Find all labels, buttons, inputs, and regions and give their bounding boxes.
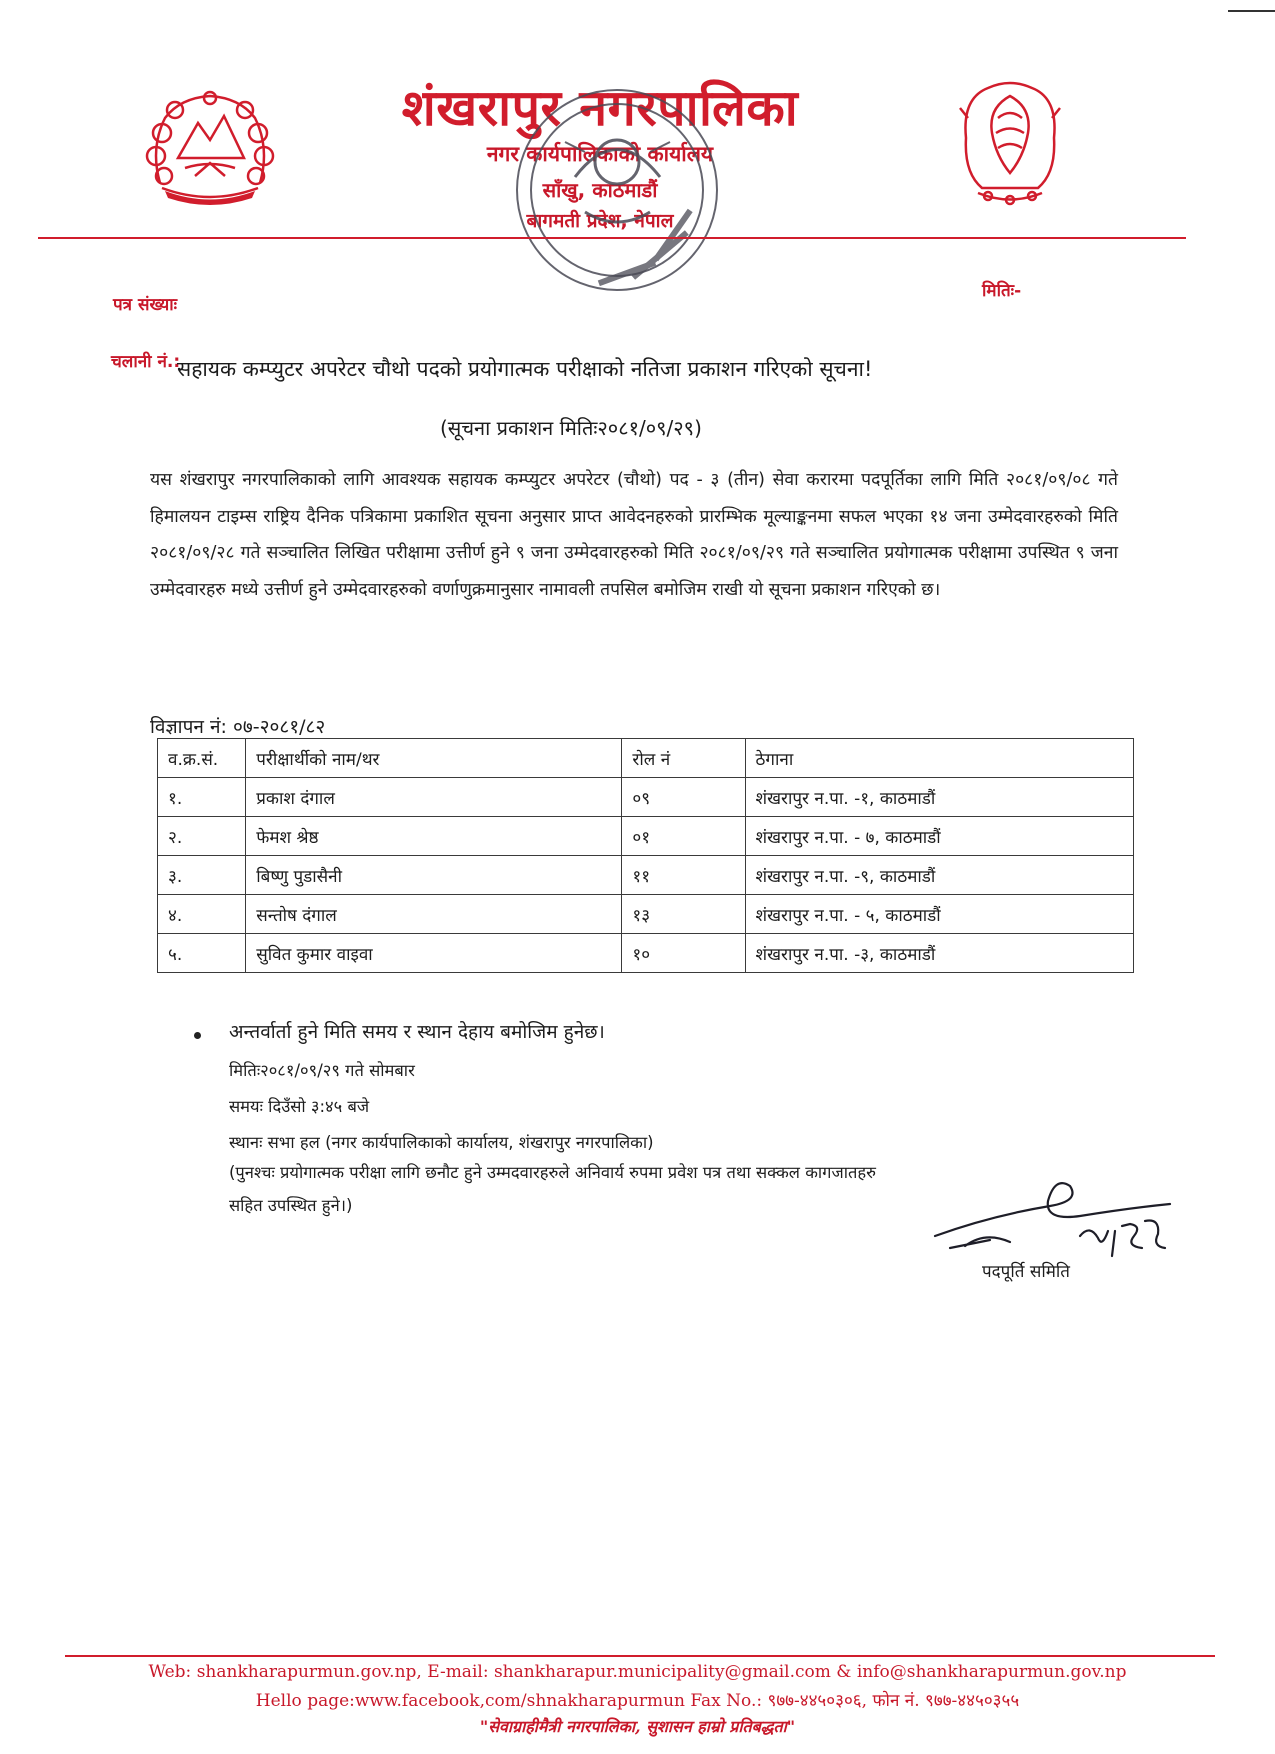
cell-name: सुवित कुमार वाइवा <box>246 934 622 973</box>
date-label: मितिः- <box>982 281 1022 301</box>
cell-serial: ५. <box>158 934 246 973</box>
cell-roll: १३ <box>622 895 745 934</box>
office-stamp <box>505 82 735 307</box>
municipality-name: शंखरापुर नगरपालिका <box>401 79 799 137</box>
results-table <box>157 738 1134 973</box>
footer-divider <box>65 1655 1215 1657</box>
cell-name: प्रकाश दंगाल <box>246 778 622 817</box>
advertisement-number: विज्ञापन नं: ०७-२०८१/८२ <box>150 716 326 738</box>
cell-address: शंखरापुर न.पा. -१, काठमाडौं <box>745 778 1133 817</box>
office-province: बागमती प्रदेश, नेपाल <box>526 210 674 232</box>
table-row <box>158 856 1134 895</box>
nepal-emblem-icon <box>140 88 280 208</box>
interview-note: (पुनश्चः प्रयोगात्मक परीक्षा लागि छनौट हुने उम्मदवारहरुले अनिवार्य रुपमा प्रवेश पत्र तथा सक्कल कागजातहरु <box>229 1163 877 1182</box>
footer-contact: Web: shankharapurmun.gov.np, E-mail: shankharapur.municipality@gmail.com & info@shankharapurmun.gov.np <box>148 1662 1127 1682</box>
cell-address: शंखरापुर न.पा. - ५, काठमाडौं <box>745 895 1133 934</box>
footer-motto: "सेवाग्राहीमैत्री नगरपालिका, सुशासन हाम्रो प्रतिबद्धता" <box>479 1717 796 1736</box>
header-name: परीक्षार्थीको नाम/थर <box>246 739 622 778</box>
table-row <box>158 895 1134 934</box>
header-roll: रोल नं <box>622 739 745 778</box>
dispatch-number-label: चलानी नं.: <box>111 352 181 372</box>
footer-social-fax: Hello page:www.facebook,com/shnakharapurmun Fax No.: ९७७-४४५०३०६, फोन नं. ९७७-४४५०३५५ <box>255 1691 1020 1711</box>
header-divider <box>38 237 1186 239</box>
table-header-row <box>158 739 1134 778</box>
interview-note-continued: सहित उपस्थित हुने।) <box>229 1196 353 1215</box>
cell-name: सन्तोष दंगाल <box>246 895 622 934</box>
office-name: नगर कार्यपालिकाको कार्यालय <box>486 142 714 166</box>
cell-address: शंखरापुर न.पा. - ७, काठमाडौं <box>745 817 1133 856</box>
scan-corner-mark <box>1228 10 1275 12</box>
cell-address: शंखरापुर न.पा. -३, काठमाडौं <box>745 934 1133 973</box>
cell-roll: ०१ <box>622 817 745 856</box>
office-location: साँखु, काठमाडौं <box>542 178 658 202</box>
interview-heading: अन्तर्वार्ता हुने मिति समय र स्थान देहाय बमोजिम हुनेछ। <box>229 1021 605 1043</box>
conch-logo-icon <box>958 78 1062 208</box>
cell-address: शंखरापुर न.पा. -९, काठमाडौं <box>745 856 1133 895</box>
reference-number-label: पत्र संख्याः <box>113 295 178 315</box>
notice-title: सहायक कम्प्युटर अपरेटर चौथो पदको प्रयोगात्मक परीक्षाको नतिजा प्रकाशन गरिएको सूचना! <box>177 357 873 381</box>
cell-serial: २. <box>158 817 246 856</box>
notice-publish-date: (सूचना प्रकाशन मितिः२०८१/०९/२९) <box>440 416 702 440</box>
interview-time: समयः दिउँसो ३:४५ बजे <box>229 1097 370 1116</box>
cell-roll: १० <box>622 934 745 973</box>
notice-body: यस शंखरापुर नगरपालिकाको लागि आवश्यक सहायक कम्प्युटर अपरेटर (चौथो) पद - ३ (तीन) सेवा करारमा पदपूर्तिका लागि मिति २०८१/०९/०८ गते हिमालयन टाइम्स राष्ट्रिय दैनिक पत्रिकामा प्रकाशित सूचना अनुसार प्राप्त आवेदनहरुको प्रारम्भिक मूल्याङ्कनमा सफल भएका १४ जना उम्मेदवारहरुको मिति २०८१/०९/२८ गते सञ्चालित लिखित परीक्षामा उत्तीर्ण हुने ९ जना उम्मेदवारहरुको मिति २०८१/०९/२९ गते सञ्चालित प्रयोगात्मक परीक्षामा उपस्थित ९ जना उम्मेदवारहरु मध्ये उत्तीर्ण हुने उम्मेदवारहरुको वर्णाणुक्रमानुसार नामावली तपसिल बमोजिम राखी यो सूचना प्रकाशन गरिएको छ। <box>150 470 1118 600</box>
handwritten-signature <box>930 1176 1180 1266</box>
cell-serial: १. <box>158 778 246 817</box>
cell-name: फेमश श्रेष्ठ <box>246 817 622 856</box>
bullet-icon <box>194 1032 201 1039</box>
interview-date: मितिः२०८१/०९/२९ गते सोमबार <box>229 1061 415 1080</box>
cell-serial: ४. <box>158 895 246 934</box>
committee-name: पदपूर्ति समिति <box>982 1262 1070 1282</box>
interview-place: स्थानः सभा हल (नगर कार्यपालिकाको कार्यालय, शंखरापुर नगरपालिका) <box>229 1133 654 1152</box>
cell-name: बिष्णु पुडासैनी <box>246 856 622 895</box>
table-row <box>158 778 1134 817</box>
cell-serial: ३. <box>158 856 246 895</box>
header-address: ठेगाना <box>745 739 1133 778</box>
table-row <box>158 817 1134 856</box>
header-serial: व.क्र.सं. <box>158 739 246 778</box>
cell-roll: ०९ <box>622 778 745 817</box>
table-row <box>158 934 1134 973</box>
cell-roll: ११ <box>622 856 745 895</box>
